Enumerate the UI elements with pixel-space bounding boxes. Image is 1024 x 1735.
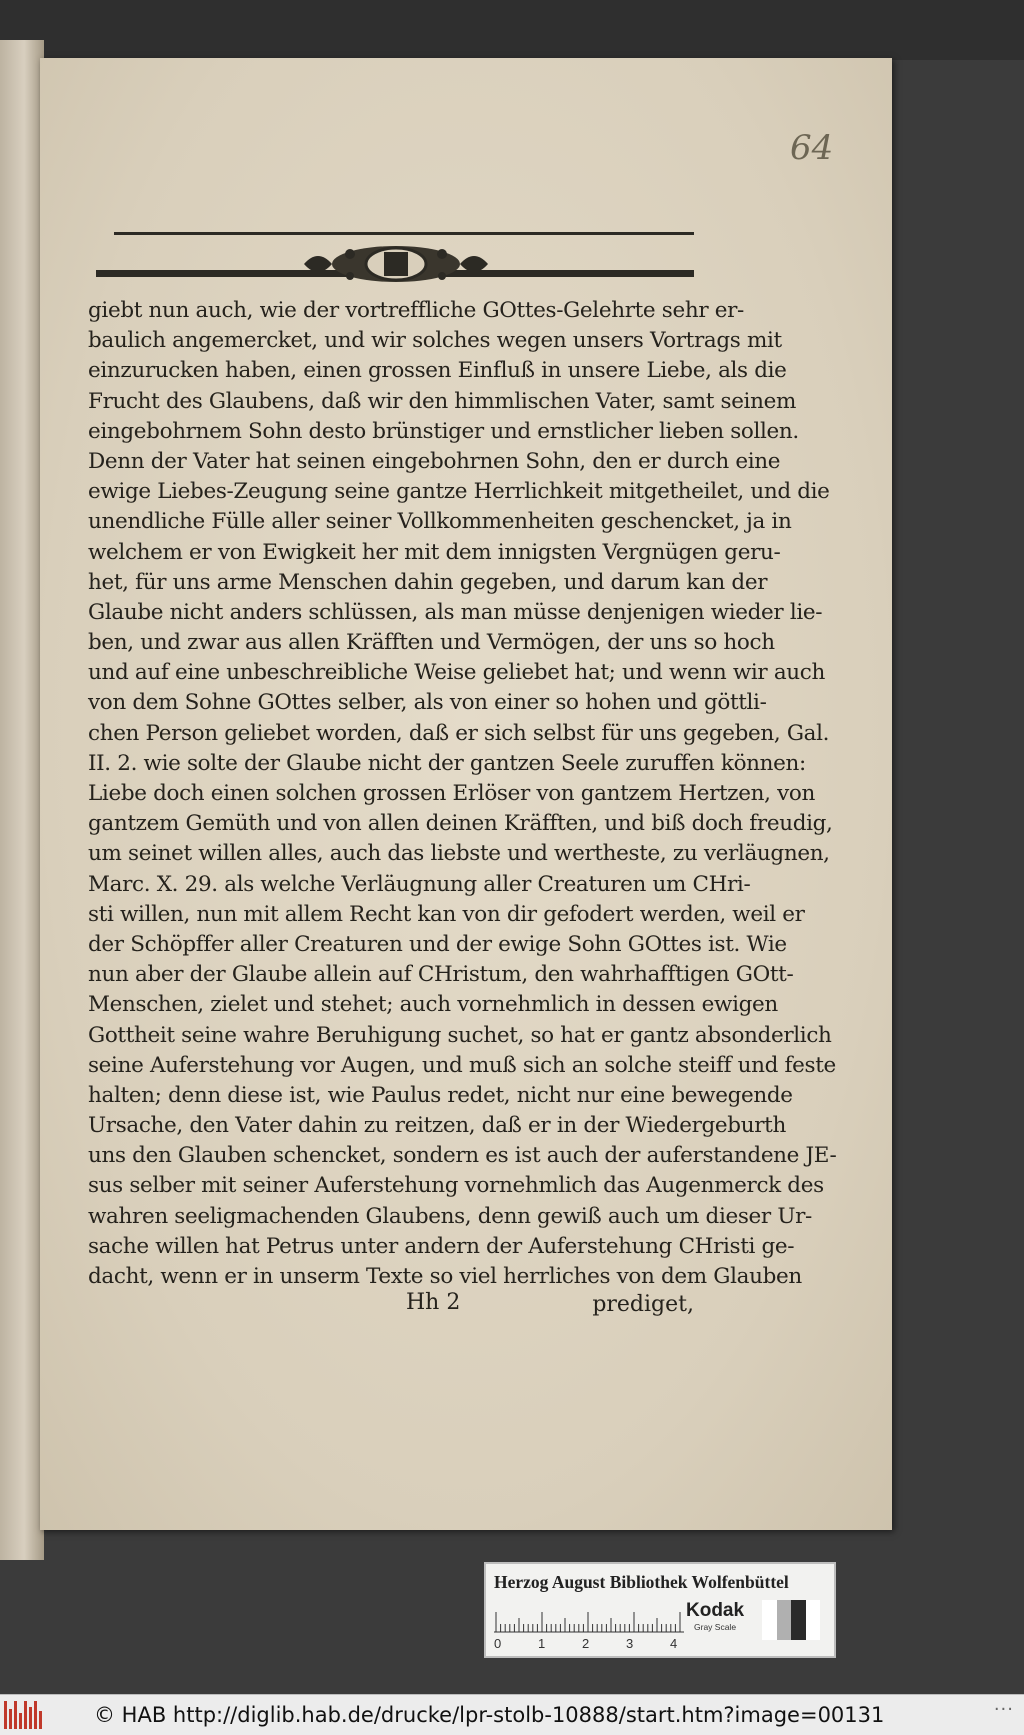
text-line: seine Auferstehung vor Augen, und muß sich an solche steiff und feste bbox=[88, 1052, 836, 1078]
text-line: nun aber der Glaube allein auf CHristum, den wahrhafftigen GOtt- bbox=[88, 962, 794, 988]
text-line: Denn der Vater hat seinen eingebohrnen Sohn, den er durch eine bbox=[88, 448, 781, 474]
text-line: sti willen, nun mit allem Recht kan von dir gefodert werden, weil er bbox=[88, 901, 805, 927]
text-line: chen Person geliebet worden, daß er sich selbst für uns gegeben, Gal. bbox=[88, 720, 830, 746]
target-title: Herzog August Bibliothek Wolfenbüttel bbox=[494, 1572, 789, 1592]
ornamental-headpiece bbox=[96, 244, 694, 290]
text-line: halten; denn diese ist, wie Paulus redet, nicht nur eine bewegende bbox=[88, 1082, 793, 1108]
more-options-icon[interactable]: ··· bbox=[993, 1699, 1014, 1720]
text-line: dacht, wenn er in unserm Texte so viel herrliches von dem Glauben bbox=[88, 1264, 802, 1289]
color-target-card bbox=[484, 1562, 836, 1658]
text-line: eingebohrnem Sohn desto brünstiger und ernstlicher lieben sollen. bbox=[88, 418, 799, 444]
text-line: sus selber mit seiner Auferstehung vornehmlich das Augenmerck des bbox=[88, 1173, 824, 1199]
text-line: giebt nun auch, wie der vortreffliche GOttes-Gelehrte sehr er- bbox=[88, 298, 744, 323]
text-line: unendliche Fülle aller seiner Vollkommenheiten geschencket, ja in bbox=[88, 509, 792, 535]
ruler-number: 1 bbox=[538, 1636, 546, 1651]
text-line: Ursache, den Vater dahin zu reitzen, daß er in der Wiedergeburth bbox=[88, 1113, 786, 1139]
text-line: der Schöpffer aller Creaturen und der ewige Sohn GOttes ist. Wie bbox=[88, 931, 787, 957]
body-text bbox=[88, 296, 837, 1292]
copyright-url[interactable]: © HAB http://diglib.hab.de/drucke/lpr-stolb-10888/start.htm?image=00131 bbox=[94, 1703, 885, 1727]
ruler-number: 0 bbox=[494, 1636, 502, 1651]
ruler-scale bbox=[494, 1600, 684, 1634]
text-line: einzurucken haben, einen grossen Einfluß in unsere Liebe, als die bbox=[88, 358, 787, 384]
ruler-number: 4 bbox=[670, 1636, 678, 1651]
text-line: baulich angemercket, und wir solches wegen unsers Vortrags mit bbox=[88, 328, 782, 354]
text-line: Frucht des Glaubens, daß wir den himmlischen Vater, samt seinem bbox=[88, 388, 796, 414]
text-line: welchem er von Ewigkeit her mit dem innigsten Vergnügen geru- bbox=[88, 539, 781, 565]
text-line: und auf eine unbeschreibliche Weise geliebet hat; und wenn wir auch bbox=[88, 660, 825, 686]
text-line: II. 2. wie solte der Glaube nicht der gantzen Seele zuruffen können: bbox=[88, 750, 806, 776]
kodak-logo: Kodak bbox=[686, 1600, 745, 1621]
ruler-number: 2 bbox=[582, 1636, 590, 1651]
facing-page-edge bbox=[0, 40, 44, 1560]
text-line: ewige Liebes-Zeugung seine gantze Herrlichkeit mitgetheilet, und die bbox=[88, 479, 830, 505]
text-line: uns den Glauben schencket, sondern es ist auch der auferstandene JE- bbox=[88, 1143, 837, 1169]
gray-scale-label: Gray Scale bbox=[694, 1622, 737, 1632]
scanner-backdrop bbox=[0, 0, 1024, 60]
ruler-number: 3 bbox=[626, 1636, 634, 1651]
text-line: von dem Sohne GOttes selber, als von einer so hohen und göttli- bbox=[88, 690, 767, 716]
text-line: Gottheit seine wahre Beruhigung suchet, so hat er gantz absonderlich bbox=[88, 1022, 832, 1048]
text-line: ben, und zwar aus allen Kräfften und Vermögen, der uns so hoch bbox=[88, 630, 775, 656]
text-line: het, für uns arme Menschen dahin gegeben, und darum kan der bbox=[88, 569, 768, 595]
text-line: gantzem Gemüth und von allen deinen Kräfften, und biß doch freudig, bbox=[88, 811, 833, 837]
text-line: Glaube nicht anders schlüssen, als man müsse denjenigen wieder lie- bbox=[88, 599, 823, 625]
text-line: wahren seeligmachenden Glaubens, denn gewiß auch um dieser Ur- bbox=[88, 1203, 812, 1229]
text-line: Menschen, zielet und stehet; auch vornehmlich in dessen ewigen bbox=[88, 992, 778, 1018]
viewer-footer bbox=[0, 1694, 1024, 1735]
text-line: um seinet willen alles, auch das liebste und wertheste, zu verläugnen, bbox=[88, 841, 830, 867]
handwritten-folio-number: 64 bbox=[790, 128, 834, 168]
catchword: prediget, bbox=[592, 1292, 694, 1317]
text-line: Liebe doch einen solchen grossen Erlöser von gantzem Hertzen, von bbox=[88, 781, 816, 806]
page-foot bbox=[88, 1290, 694, 1322]
gray-scale-patches bbox=[762, 1600, 820, 1640]
text-line: sache willen hat Petrus unter andern der Auferstehung CHristi ge- bbox=[88, 1233, 795, 1259]
signature-mark: Hh 2 bbox=[406, 1290, 461, 1315]
text-line: Marc. X. 29. als welche Verläugnung aller Creaturen um CHri- bbox=[88, 871, 751, 897]
top-rule bbox=[114, 232, 694, 235]
hab-logo-icon bbox=[4, 1701, 46, 1729]
